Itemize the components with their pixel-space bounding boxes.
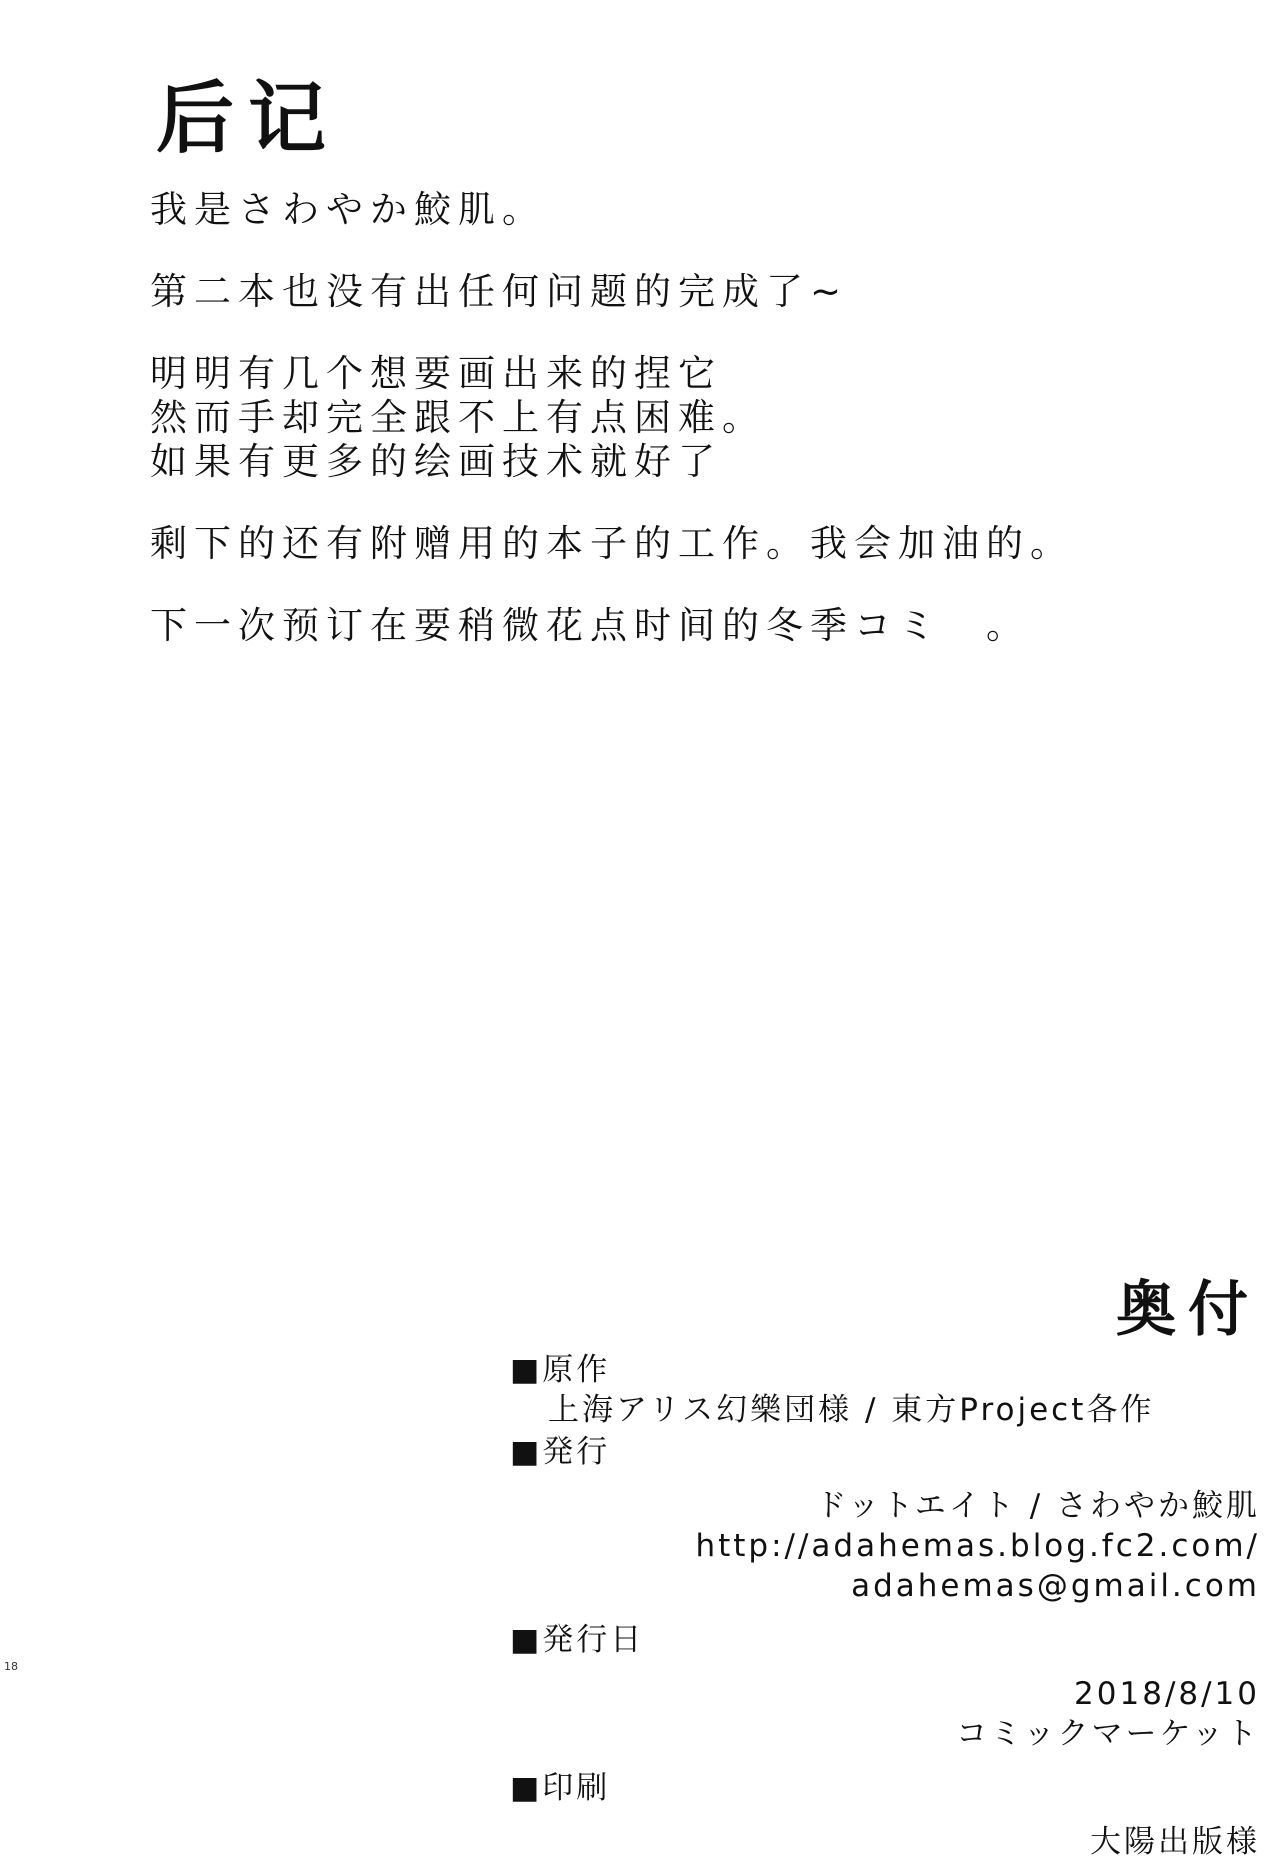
publisher-label: ■発行 (510, 1434, 611, 1470)
colophon (510, 1350, 1260, 1862)
issue-date-value: 2018/8/10 (1074, 1676, 1260, 1712)
original-work-value: 上海アリス幻樂団様 / 東方Project各作 (548, 1392, 1155, 1428)
page-number: 18 (4, 1660, 18, 1673)
event-name: コミックマーケット (956, 1716, 1260, 1752)
original-work-label: ■原作 (510, 1352, 611, 1388)
issue-date-label: ■発行日 (510, 1622, 645, 1658)
colophon-title: 奥付 (1116, 1275, 1260, 1345)
afterword-line: 然而手却完全跟不上有点困难。 (150, 396, 766, 439)
afterword-line: 如果有更多的绘画技术就好了 (150, 440, 722, 483)
afterword-paragraph (150, 188, 1150, 232)
publisher-value: ドットエイト / さわやか鮫肌 (815, 1488, 1260, 1524)
afterword-line: 第二本也没有出任何问题的完成了~ (150, 270, 849, 313)
afterword-paragraph (150, 522, 1150, 566)
afterword-line: 剩下的还有附赠用的本子的工作。我会加油的。 (150, 522, 1074, 565)
email-link[interactable]: adahemas@gmail.com (851, 1568, 1260, 1604)
afterword-title: 后记 (156, 74, 341, 164)
afterword-body (150, 188, 1150, 686)
afterword-line: 我是さわやか鮫肌。 (150, 188, 546, 231)
afterword-paragraph (150, 352, 1150, 484)
afterword-paragraph (150, 270, 1150, 314)
website-link[interactable]: http://adahemas.blog.fc2.com/ (695, 1528, 1260, 1564)
afterword-line: 下一次预订在要稍微花点时间的冬季コミ 。 (150, 604, 1030, 647)
printing-value: 大陽出版様 (1090, 1824, 1260, 1860)
printing-label: ■印刷 (510, 1770, 611, 1806)
afterword-paragraph (150, 604, 1150, 648)
afterword-line: 明明有几个想要画出来的捏它 (150, 352, 722, 395)
